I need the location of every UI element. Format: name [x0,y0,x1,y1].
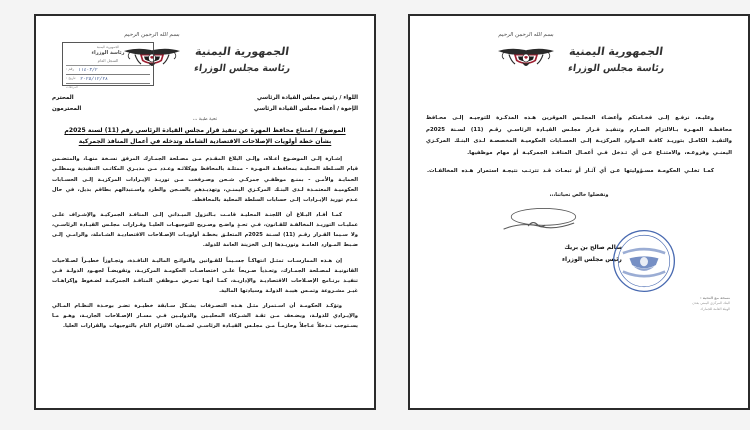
republic-title-right: الجمهورية اليمنية [194,45,290,58]
closing-line-left: وتفضلوا خالص تحياتنا،،، [549,192,609,199]
office-title-right: رئاسة مجلس الوزراء [193,62,291,74]
stamp-number-row [66,67,150,75]
paragraph: وتؤكـد الحكومـة أن اسـتمرار مثـل هـذه التصـرفات يشـكل سـابقة خطيـرة تضـر بوحـدة النظـام المـالي والإيـرادي للدولـة، ويضـعف مـن ثقـة الشـركاء المحليـين والدوليـين فـي مسـار الإصـلاحات الجاريـة، وهـو مـا يسـتوجب تـدخلاً عـاجلاً وحازمـاً مـن مجلـس القيـادة الرئاسـي لضـمان الالتزام التام بالتوجيهات والقرارات العليا. [52,303,358,330]
stamp-title: رئاسة الوزراء [91,49,125,56]
cc-item: البنك المركزي اليمني بعدن [692,301,730,306]
addressee-name: اللواء / رئيس مجلس القيادة الرئاسي [256,95,358,101]
document-page-left [408,14,750,410]
subject-line: الموضوع / امتناع محافظ المهرة عن تنفيذ قرار مجلس القيادة الرئاسي رقم (11) لسنة 2025م بشأن خطة أولويات الإصلاحات الاقتصادية الشاملة وتدخله في أعمال المنافذ الجمركية [64,127,346,145]
addressee-row [52,95,358,101]
greeting-line: تحية طيبة ،،، [192,117,218,122]
addressee-block [52,95,358,112]
stamp-date-value: ٢٠٢٥/١٢/٢٨ [79,77,108,82]
signatory-role: رئيس مجلس الوزراء [561,256,622,264]
office-title-left: رئاسة مجلس الوزراء [567,62,665,74]
stamp-footer: المرفقات [66,85,78,90]
signatory-name: سالم صالح بن بريك [564,244,622,252]
republic-title-left: الجمهورية اليمنية [568,45,664,58]
letterhead-titles-right [194,44,290,76]
stamp-date-row [66,76,150,84]
emblem-group-left [494,32,558,79]
paragraph: وعليـه، نرفـع إلـى فخـامتكم وأعضـاء المجلـس الموقرين هـذه المذكـرة للتوجيـه إلـى محـافظ محافظـة المهـرة بـالالتزام الصـارم وتنفيـذ قـرار مجلـس القيـادة الرئاسـي رقـم (11) لسـنة 2025م والتقيـد الكامـل بتوريـد كافـة المـوارد المركزيـة إلـى الحسـابات الحكوميـة المخصصـة لـدى البنـك المركـزي اليمنـي وفروعـه، والامتنـاع عـن أي تـدخل فـي أعمـال المنافـذ الجمركيـة أو مهام موظفيها. [426,115,732,156]
stamp-header: الجمهورية اليمنية [96,45,120,49]
cabinet-official-seal [611,228,677,294]
stamp-subtitle: السجل العام [66,58,150,66]
paragraph: كمـا أفـاد البـلاغ أن اللجنـة المحليـة قامـت بـالنزول الميـداني إلـى المنافـذ الجمركيـة والإشـراف علـى عمليـات التوريـد المخالفـة للقـانون، فـي تحـدٍ واضـح وصـريح للتوجيهـات العليـا وقـرارات مجلـس القيـادة الرئاسـي، ولا سـيما القـرار رقـم (11) لسـنة 2025م المتعلـق بخطـة أولويـات الإصـلاحات الاقتصاديـة الشـاملة، والرامـي إلـى ضـبط المـوارد العامـة وتوريـدها إلـى الخزينة العامة للدولة. [52,212,358,249]
signature-area-left [426,204,732,300]
addressee-row [52,106,358,112]
paragraph: كمـا تخلـي الحكومـة مسـؤوليتها عـن أي آثـار أو تبعـات قـد تترتـب نتيجـة استمرار هـذه المخالفـات. [426,168,714,175]
stamp-date-label: تاريخ : [66,76,76,80]
body-text-right [52,154,358,331]
addressee-name: الإخوة / أعضاء مجلس القيادة الرئاسي [253,106,358,112]
paragraph: إشـارة إلـى الموضـوع أعـلاه، وإلـى البلاغ المقـدم مـن مصـلحة الجمـارك المرفق نسـخة منهـا، والمتضـمن قيام السـلطة المحليـة بمحافظـة المهـرة - ممثلـة بالمحافظ ووكلائـه وعـدد مـن مديـري المكاتـب التنفيذية وبمظلـي الحمايـة والأمـن - بمنـع موظفـي جمركـي شـحن وصـرفخت مـن توريـد الإيـرادات المركزيـة إلـى الحسـابات الحكوميـة المعتمـدة لـدى البنـك المركـزي اليمنـي، وتهديـدهم بالسـجن والطرد واسـتبدالهم بطاقم بديل، في حال عـدم توريد الإيـرادات إلـى حسابات السلطة المحلية بالمحافظة. [52,156,358,203]
document-page-right [34,14,376,410]
stamp-number-value: ١١٤٠٣/٢ [77,67,99,73]
page-gutter [390,0,394,430]
handwritten-signature [499,206,591,240]
letterhead-left [426,32,732,79]
addressee-honorific: المحترمون [52,106,82,112]
cc-item: الهيئة العامة للجمارك [700,306,730,311]
basmala-text-left: بسم الله الرحمن الرحيم [497,32,554,38]
letterhead-titles-left [568,44,664,76]
basmala-text-right: بسم الله الرحمن الرحيم [123,32,180,38]
cc-list-left [692,296,730,312]
paragraph: إن هـذه الممارسـات تمثـل انتهاكـاً جسـيماً للقـوانين والنوائـح الماليـة النافـذة، وتجـاوزاً خطيـراً لصـلاحيات القانونيـة لمصـلحة الجمـارك، وتعـدياً صـريحاً علـى اختصاصـات الحكومـة المركزيـة، وتقويضـاً لجهـود الدولـة فـي تنفيـذ برنـامج الإصـلاحات الاقتصاديـة والإداريـة، كمـا أنهـا تعـرض مـوظفي المنافـذ الجمركيـة لضـغوط وإكراهـات غيـر مشـروعة وتمـس هيبـة الدولـة وسيادتها المالية. [52,257,358,294]
yemen-eagle-emblem-left [494,39,558,79]
cc-title: نسخة مع التحية : [700,295,730,300]
body-text-left [426,113,732,178]
stamp-number-label: رقم : [66,66,75,71]
addressee-honorific: المحترم [52,95,74,101]
registry-stamp-box [62,42,154,90]
